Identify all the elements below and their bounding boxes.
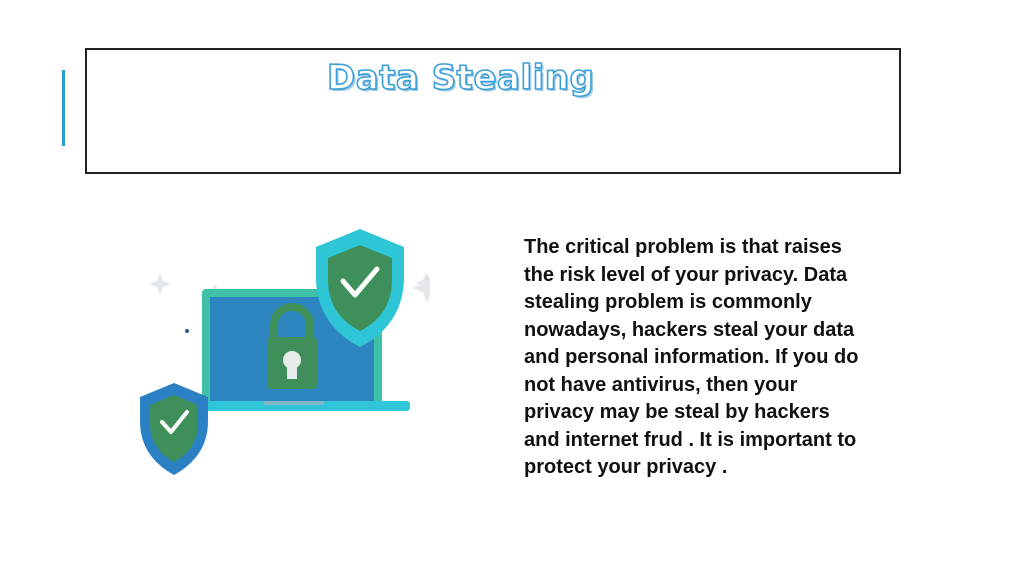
dot-decoration [185,329,189,333]
paragraph-line: the risk level of your privacy. Data [524,263,848,286]
paragraph-line: The critical problem is that raises [524,236,842,258]
body-paragraph [524,234,924,482]
paragraph-line: nowadays, hackers steal your data [524,318,855,341]
paragraph-line: stealing problem is commonly [524,291,812,313]
shield-check-icon [140,383,208,475]
slide-title: Data Stealing [327,58,595,98]
paragraph-line: and personal information. If you do [524,346,859,368]
paragraph-line: and internet frud . It is important to [524,428,857,451]
paragraph-line: privacy may be steal by hackers [524,401,830,423]
accent-bar [62,70,65,146]
dot-decoration [427,278,430,281]
security-illustration [130,215,430,475]
paragraph-line: protect your privacy . [524,456,728,478]
paragraph-line: not have antivirus, then your [524,373,798,396]
title-box [85,48,901,174]
